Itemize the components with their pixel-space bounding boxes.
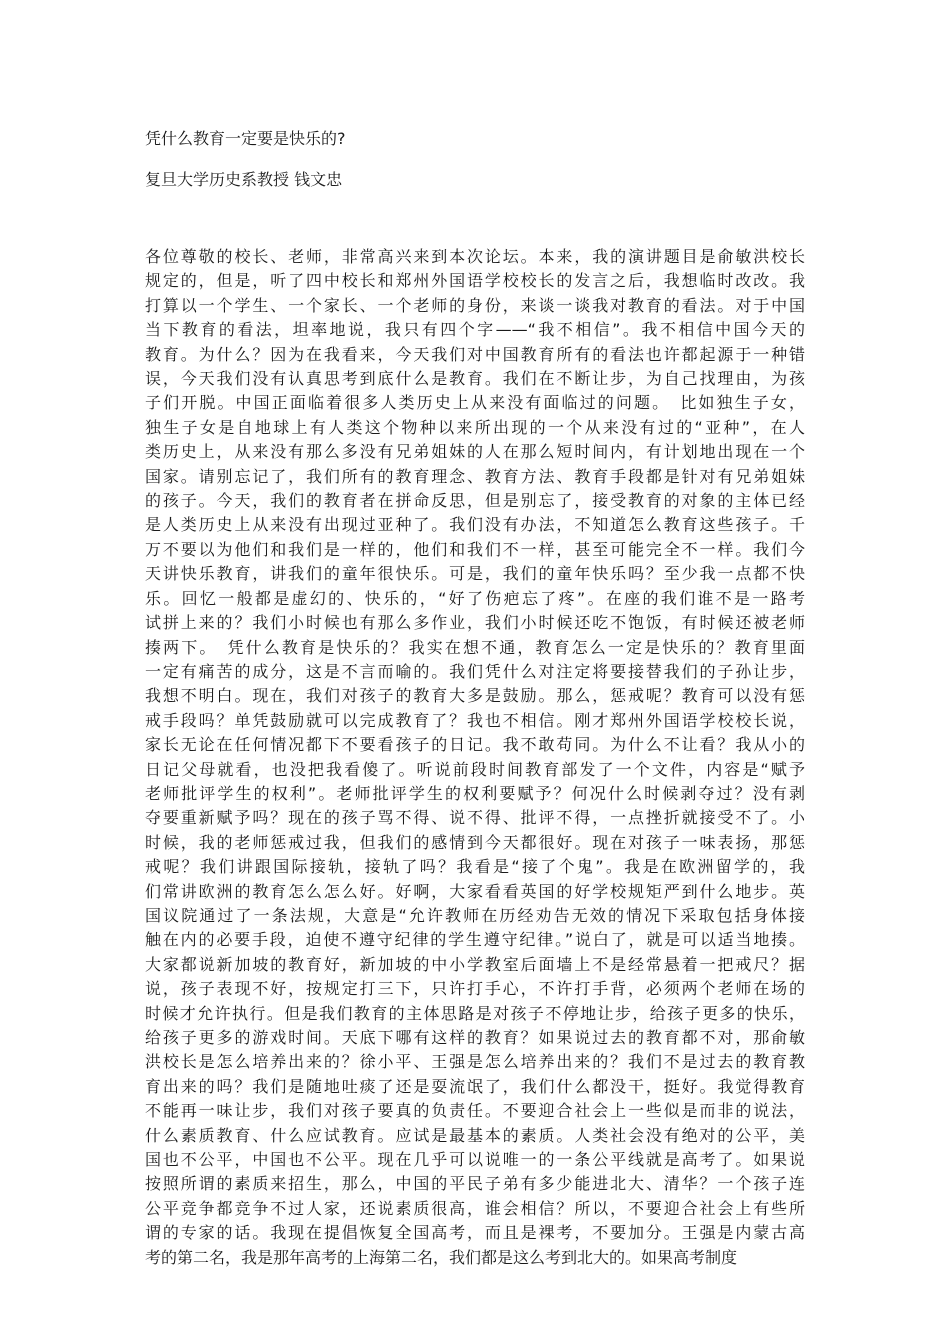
body-line: 戒呢？我们讲跟国际接轨，接轨了吗？我看是“接了个鬼”。我是在欧洲留学的，我 [145, 857, 805, 877]
body-line: 老师批评学生的权利”。老师批评学生的权利要赋予？何况什么时候剥夺过？没有剥 [145, 783, 805, 803]
body-line: 什么素质教育、什么应试教育。应试是最基本的素质。人类社会没有绝对的公平，美 [145, 1125, 805, 1145]
body-line: 各位尊敬的校长、老师，非常高兴来到本次论坛。本来，我的演讲题目是俞敏洪校长 [145, 247, 805, 266]
body-line: 夺要重新赋予吗？现在的孩子骂不得、说不得、批评不得，一点挫折就接受不了。小 [145, 808, 805, 828]
body-line: 国议院通过了一条法规，大意是“允许教师在历经劝告无效的情况下采取包括身体接 [145, 905, 805, 925]
body-line: 大家都说新加坡的教育好，新加坡的中小学教室后面墙上不是经常悬着一把戒尺？据 [145, 954, 805, 974]
body-line: 按照所谓的素质来招生，那么，中国的平民子弟有多少能进北大、清华？一个孩子连 [145, 1174, 805, 1194]
body-line: 洪校长是怎么培养出来的？徐小平、王强是怎么培养出来的？我们不是过去的教育教 [145, 1052, 805, 1072]
body-line: 天讲快乐教育，讲我们的童年很快乐。可是，我们的童年快乐吗？至少我一点都不快 [145, 564, 805, 584]
body-line: 规定的，但是，听了四中校长和郑州外国语学校校长的发言之后，我想临时改改。我 [145, 271, 805, 291]
body-line: 戒手段吗？单凭鼓励就可以完成教育了？我也不相信。刚才郑州外国语学校校长说， [145, 710, 805, 730]
body-line: 揍两下。 凭什么教育是快乐的？我实在想不通，教育怎么一定是快乐的？教育里面 [145, 637, 805, 657]
body-line: 误，今天我们没有认真思考到底什么是教育。我们在不断让步，为自己找理由，为孩 [145, 369, 805, 389]
body-line: 当下教育的看法，坦率地说，我只有四个字——“我不相信”。我不相信中国今天的 [145, 320, 805, 340]
body-line: 育出来的吗？我们是随地吐痰了还是耍流氓了，我们什么都没干，挺好。我觉得教育 [145, 1076, 805, 1096]
body-line: 们常讲欧洲的教育怎么怎么好。好啊，大家看看英国的好学校规矩严到什么地步。英 [145, 881, 805, 901]
document-title: 凭什么教育一定要是快乐的? [145, 129, 346, 148]
body-line: 教育。为什么？因为在我看来，今天我们对中国教育所有的看法也许都起源于一种错 [145, 344, 805, 364]
body-line: 考的第二名，我是那年高考的上海第二名，我们都是这么考到北大的。如果高考制度 [145, 1247, 738, 1267]
body-line: 我想不明白。现在，我们对孩子的教育大多是鼓励。那么，惩戒呢？教育可以没有惩 [145, 686, 805, 706]
body-line: 说，孩子表现不好，按规定打三下，只许打手心，不许打手背，必须两个老师在场的 [145, 979, 805, 999]
body-line: 触在内的必要手段，迫使不遵守纪律的学生遵守纪律。”说白了，就是可以适当地揍。 [145, 930, 805, 950]
body-line: 国家。请别忘记了，我们所有的教育理念、教育方法、教育手段都是针对有兄弟姐妹 [145, 466, 805, 486]
body-line: 乐。回忆一般都是虚幻的、快乐的，“好了伤疤忘了疼”。在座的我们谁不是一路考 [145, 588, 805, 608]
body-line: 公平竞争都竞争不过人家，还说素质很高，谁会相信？所以，不要迎合社会上有些所 [145, 1198, 805, 1218]
body-line: 给孩子更多的游戏时间。天底下哪有这样的教育？如果说过去的教育都不对，那俞敏 [145, 1028, 805, 1047]
body-line: 不能再一味让步，我们对孩子要真的负责任。不要迎合社会上一些似是而非的说法， [145, 1101, 805, 1121]
body-line: 万不要以为他们和我们是一样的，他们和我们不一样，甚至可能完全不一样。我们今 [145, 539, 805, 559]
body-line: 家长无论在任何情况都下不要看孩子的日记。我不敢苟同。为什么不让看？我从小的 [145, 735, 805, 755]
body-line: 谓的专家的话。我现在提倡恢复全国高考，而且是裸考，不要加分。王强是内蒙古高 [145, 1223, 805, 1243]
body-line: 试拼上来的？我们小时候也有那么多作业，我们小时候还吃不饱饭，有时候还被老师 [145, 613, 805, 633]
body-line: 的孩子。今天，我们的教育者在拼命反思，但是别忘了，接受教育的对象的主体已经 [145, 491, 805, 511]
body-line: 一定有痛苦的成分，这是不言而喻的。我们凭什么对注定将要接替我们的子孙让步， [145, 661, 805, 681]
body-line: 打算以一个学生、一个家长、一个老师的身份，来谈一谈我对教育的看法。对于中国 [145, 295, 805, 315]
body-line: 日记父母就看，也没把我看傻了。听说前段时间教育部发了一个文件，内容是“赋予 [145, 759, 805, 779]
document-body [145, 245, 805, 1270]
body-line: 时候才允许执行。但是我们教育的主体思路是对孩子不停地让步，给孩子更多的快乐， [145, 1003, 805, 1023]
body-line: 独生子女是自地球上有人类这个物种以来所出现的一个从来没有过的“亚种”，在人 [145, 417, 805, 437]
body-line: 国也不公平，中国也不公平。现在几乎可以说唯一的一条公平线就是高考了。如果说 [145, 1150, 805, 1170]
body-line: 是人类历史上从来没有出现过亚种了。我们没有办法，不知道怎么教育这些孩子。千 [145, 515, 805, 535]
body-line: 子们开脱。中国正面临着很多人类历史上从来没有面临过的问题。 比如独生子女， [145, 393, 805, 413]
body-line: 类历史上，从来没有那么多没有兄弟姐妹的人在那么短时间内，有计划地出现在一个 [145, 442, 805, 462]
body-line: 时候，我的老师惩戒过我，但我们的感情到今天都很好。现在对孩子一味表扬，那惩 [145, 832, 805, 852]
document-author: 复旦大学历史系教授 钱文忠 [145, 170, 343, 189]
